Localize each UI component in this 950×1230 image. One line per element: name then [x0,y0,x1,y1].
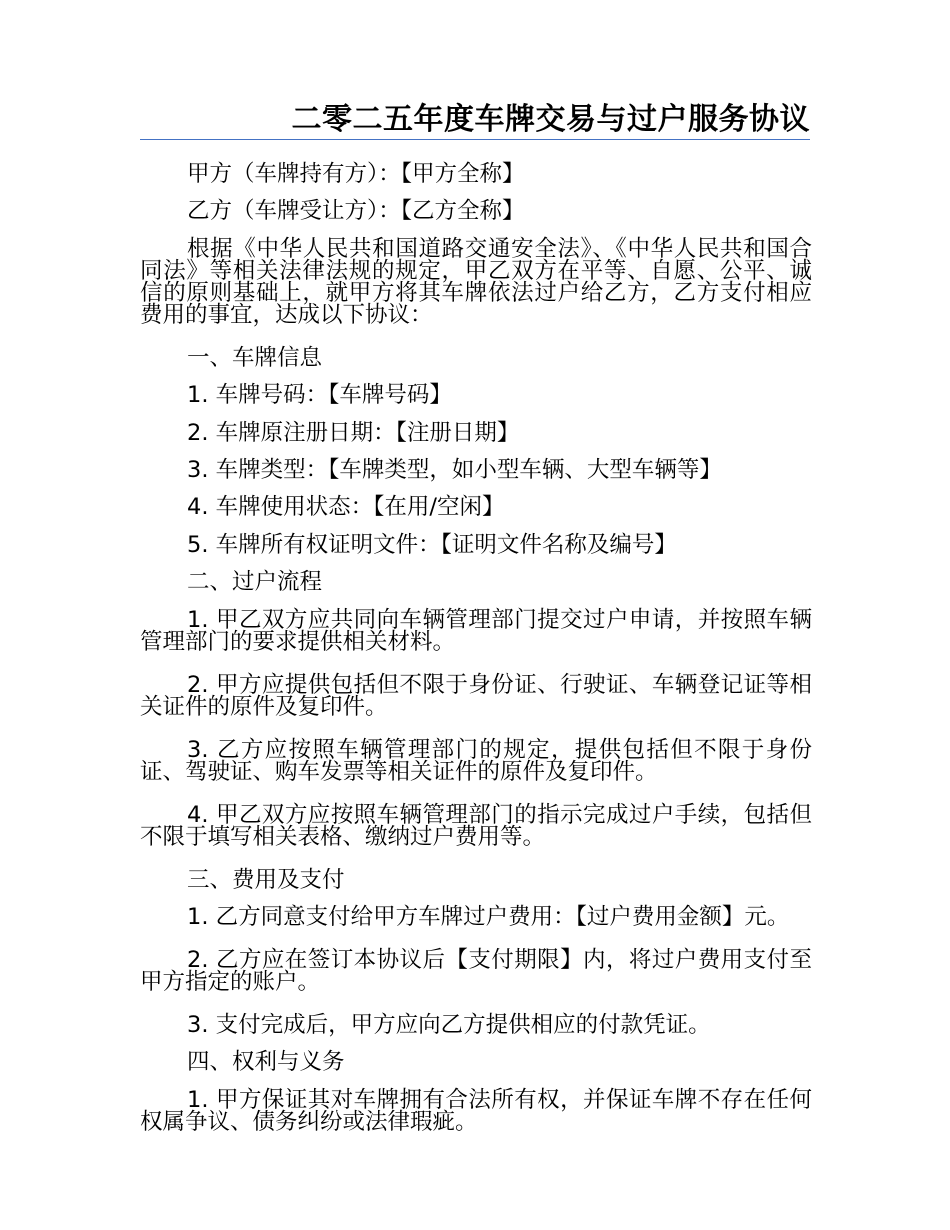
paragraph: 1. 车牌号码：【车牌号码】 [187,382,452,409]
paragraph: 二、过户流程 [187,569,323,596]
paragraph: 根据《中华人民共和国道路交通安全法》、《中华人民共和国合同法》等相关法律法规的规定，甲乙双方在平等、自愿、公平、诚信的原则基础上，就甲方将其车牌依法过户给乙方，乙方支付相应费用的事宜，达成以下协议： [140,235,812,328]
paragraph: 1. 甲乙双方应共同向车辆管理部门提交过户申请，并按照车辆管理部门的要求提供相关材料。 [140,606,812,655]
document-title: 二零二五年度车牌交易与过户服务协议 [291,102,810,137]
paragraph: 乙方（车牌受让方）：【乙方全称】 [187,198,525,225]
document-body [140,157,812,1148]
paragraph: 三、费用及支付 [187,866,345,893]
paragraph: 一、车牌信息 [187,344,323,371]
paragraph: 1. 甲方保证其对车牌拥有合法所有权，并保证车牌不存在任何权属争议、债务纠纷或法律瑕疵。 [140,1086,812,1135]
paragraph: 3. 支付完成后，甲方应向乙方提供相应的付款凭证。 [187,1011,711,1038]
paragraph: 3. 乙方应按照车辆管理部门的规定，提供包括但不限于身份证、驾驶证、购车发票等相关证件的原件及复印件。 [140,736,812,785]
paragraph: 4. 甲乙双方应按照车辆管理部门的指示完成过户手续，包括但不限于填写相关表格、缴纳过户费用等。 [140,801,812,850]
paragraph: 甲方（车牌持有方）：【甲方全称】 [187,161,525,187]
paragraph: 4. 车牌使用状态：【在用/空闲】 [187,494,505,521]
title-underline [140,139,810,140]
paragraph: 2. 车牌原注册日期：【注册日期】 [187,419,520,446]
paragraph: 2. 乙方应在签订本协议后【支付期限】内，将过户费用支付至甲方指定的账户。 [140,946,812,995]
paragraph: 四、权利与义务 [187,1049,345,1076]
paragraph: 5. 车牌所有权证明文件：【证明文件名称及编号】 [187,531,677,558]
paragraph: 1. 乙方同意支付给甲方车牌过户费用：【过户费用金额】元。 [187,903,790,930]
paragraph: 3. 车牌类型：【车牌类型，如小型车辆、大型车辆等】 [187,456,722,483]
paragraph: 2. 甲方应提供包括但不限于身份证、行驶证、车辆登记证等相关证件的原件及复印件。 [140,671,812,720]
